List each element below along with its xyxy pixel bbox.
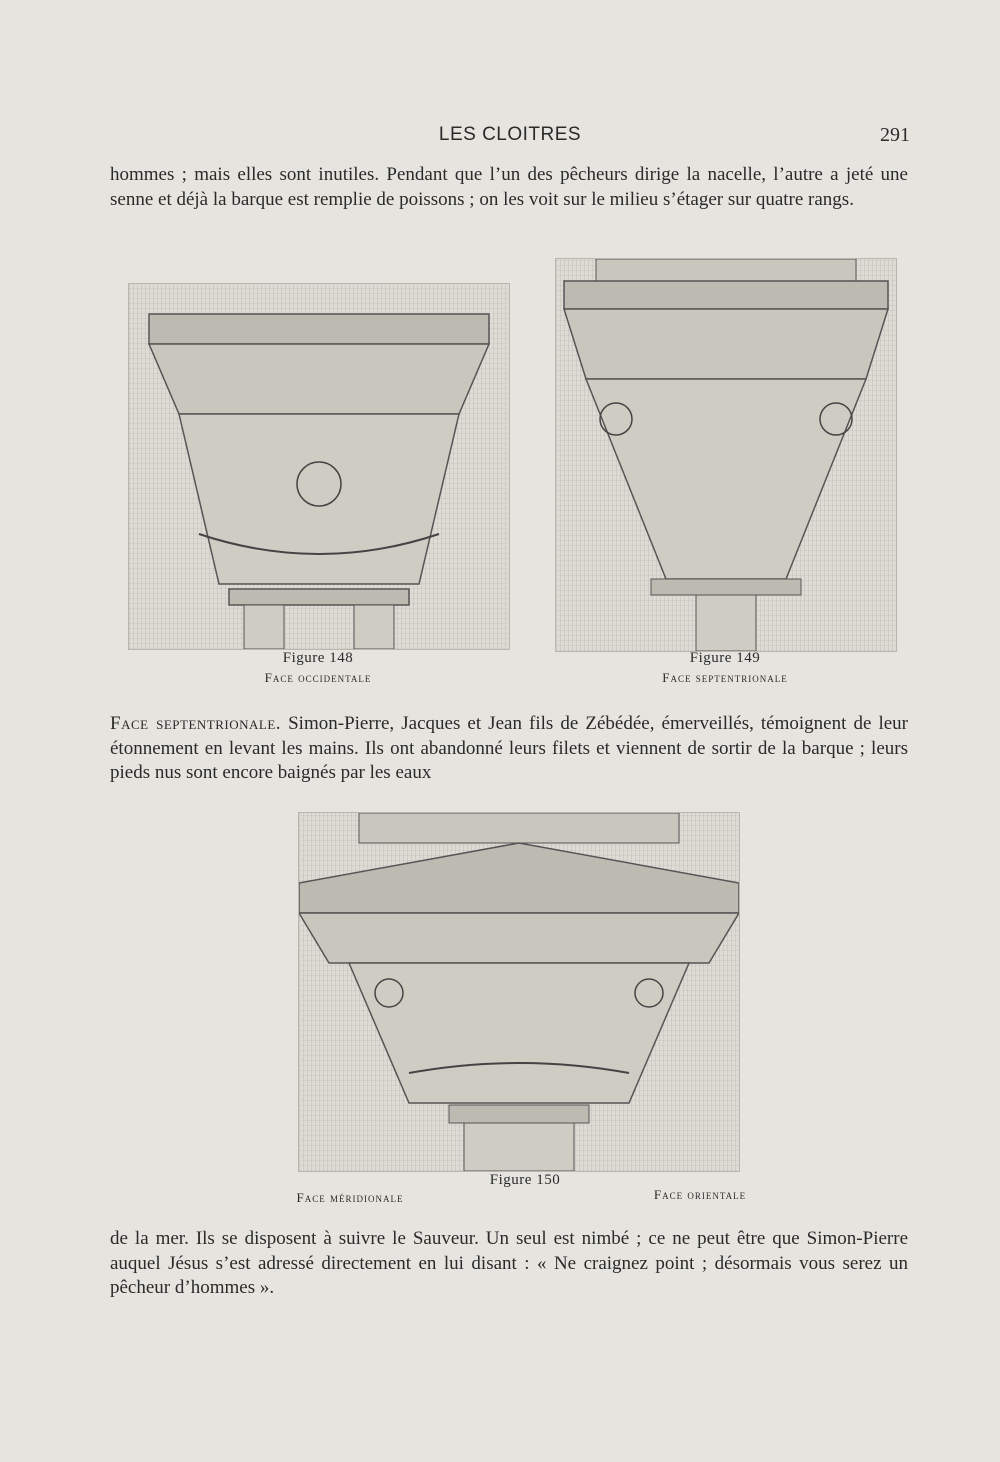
figure-148-face: Face occidentale xyxy=(264,670,372,685)
paragraph-2 xyxy=(110,712,908,786)
figure-149-illustration xyxy=(555,258,897,652)
capital-engraving-150 xyxy=(299,813,739,1171)
figure-148-illustration xyxy=(128,283,510,650)
figure-150-illustration xyxy=(298,812,740,1172)
paragraph-2-text: Simon-Pierre, Jacques et Jean fils de Zébédée, émerveillés, témoignent de leur étonnement en levant les mains. Ils ont abandonné leurs filets et viennent de sortir de la barque ; leurs pieds nus sont encore baignés par les eaux xyxy=(110,713,908,783)
paragraph-1: hommes ; mais elles sont inutiles. Pendant que l’un des pêcheurs dirige la nacelle, l’autre a jeté une senne et déjà la barque est remplie de poissons ; on les voit sur le milieu s’étager sur quatre rangs. xyxy=(110,164,908,210)
figure-149-face: Face septentrionale xyxy=(662,670,788,685)
figure-150-face-left: Face méridionale xyxy=(296,1190,404,1205)
page-number: 291 xyxy=(880,124,910,146)
running-title: LES CLOITRES xyxy=(438,124,582,145)
capital-engraving-149 xyxy=(556,259,896,651)
paragraph-3: de la mer. Ils se disposent à suivre le Sauveur. Un seul est nimbé ; ce ne peut être que Simon-Pierre auquel Jésus s’est adressé directement en lui disant : « Ne craignez point ; désormais vous serez un pêcheur d’hommes ». xyxy=(110,1228,908,1298)
figure-149-number: Figure 149 xyxy=(689,650,761,666)
capital-engraving-148 xyxy=(129,284,509,649)
figure-150-number: Figure 150 xyxy=(489,1172,561,1188)
figure-148-number: Figure 148 xyxy=(282,650,354,666)
paragraph-2-lead: Face septentrionale. xyxy=(110,713,282,734)
running-head xyxy=(110,124,910,154)
figure-150-face-right: Face orientale xyxy=(653,1187,747,1202)
